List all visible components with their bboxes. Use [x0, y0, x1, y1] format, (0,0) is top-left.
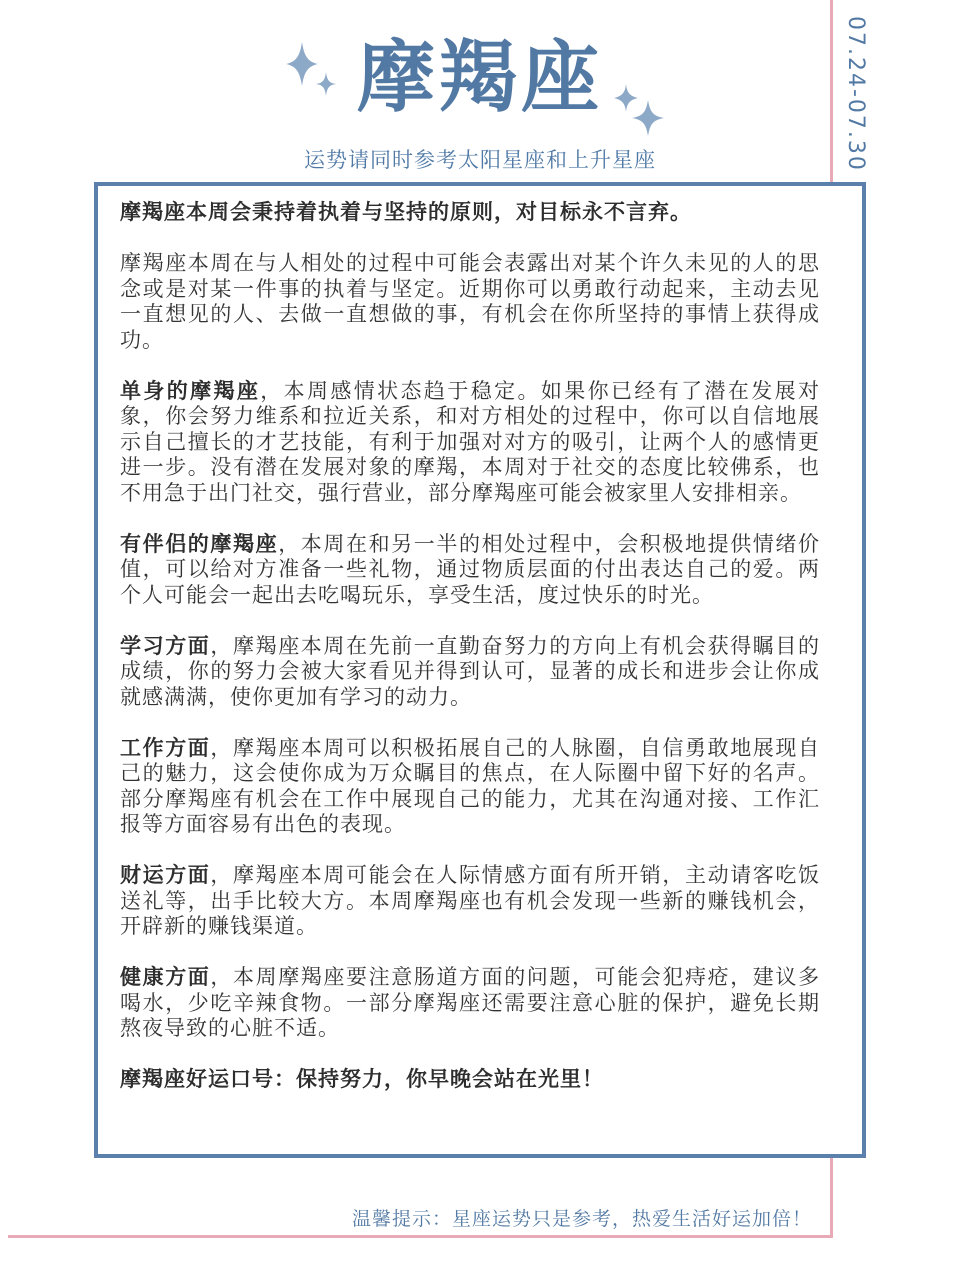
page-title: 摩羯座: [356, 33, 603, 123]
paragraph-study: 学习方面，摩羯座本周在先前一直勤奋努力的方向上有机会获得瞩目的成绩，你的努力会被大家看见并得到认可，显著的成长和进步会让你成就感满满，使你更加有学习的动力。: [120, 633, 821, 709]
paragraph-slogan: 摩羯座好运口号：保持努力，你早晚会站在光里！: [120, 1067, 604, 1091]
paragraph-general: 摩羯座本周在与人相处的过程中可能会表露出对某个许久未见的人的思念或是对某一件事的执着与坚定。近期你可以勇敢行动起来，主动去见一直想见的人、去做一直想做的事，有机会在你所坚持的事情上获得成功。: [120, 251, 820, 352]
paragraph-single: 单身的摩羯座，本周感情状态趋于稳定。如果你已经有了潜在发展对象，你会努力维系和拉近关系，和对方相处的过程中，你可以自信地展示自己擅长的才艺技能，有利于加强对对方的吸引，让两个人的感情更进一步。没有潜在发展对象的摩羯，本周对于社交的态度比较佛系，也不用急于出门社交，强行营业，部分摩羯座可能会被家里人安排相亲。: [120, 378, 821, 505]
pink-horizontal-line: [8, 1235, 833, 1238]
horoscope-text: [120, 200, 820, 1093]
content-box: [94, 182, 866, 1158]
paragraph-partnered: 有伴侣的摩羯座，本周在和另一半的相处过程中，会积极地提供情绪价值，可以给对方准备一些礼物，通过物质层面的付出表达自己的爱。两个人可能会一起出去吃喝玩乐，享受生活，度过快乐的时光。: [120, 531, 821, 607]
paragraph-health: 健康方面，本周摩羯座要注意肠道方面的问题，可能会犯痔疮，建议多喝水，少吃辛辣食物。一部分摩羯座还需要注意心脏的保护，避免长期熬夜导致的心脏不适。: [120, 965, 821, 1040]
paragraph-work: 工作方面，摩羯座本周可以积极拓展自己的人脉圈，自信勇敢地展现自己的魅力，这会使你成为万众瞩目的焦点，在人际圈中留下好的名声。部分摩羯座有机会在工作中展现自己的能力，尤其在沟通对接、工作汇报等方面容易有出色的表现。: [120, 735, 821, 836]
paragraph-wealth: 财运方面，摩羯座本周可能会在人际情感方面有所开销，主动请客吃饭送礼等，出手比较大方。本周摩羯座也有机会发现一些新的赚钱机会，开辟新的赚钱渠道。: [120, 863, 821, 938]
subtitle: 运势请同时参考太阳星座和上升星座: [304, 148, 656, 172]
paragraph-intro: 摩羯座本周会秉持着执着与坚持的原则，对目标永不言弃。: [120, 200, 692, 224]
footer-tip: 温馨提示：星座运势只是参考，热爱生活好运加倍！: [351, 1208, 812, 1230]
date-range: 07.24-07.30: [843, 16, 868, 172]
